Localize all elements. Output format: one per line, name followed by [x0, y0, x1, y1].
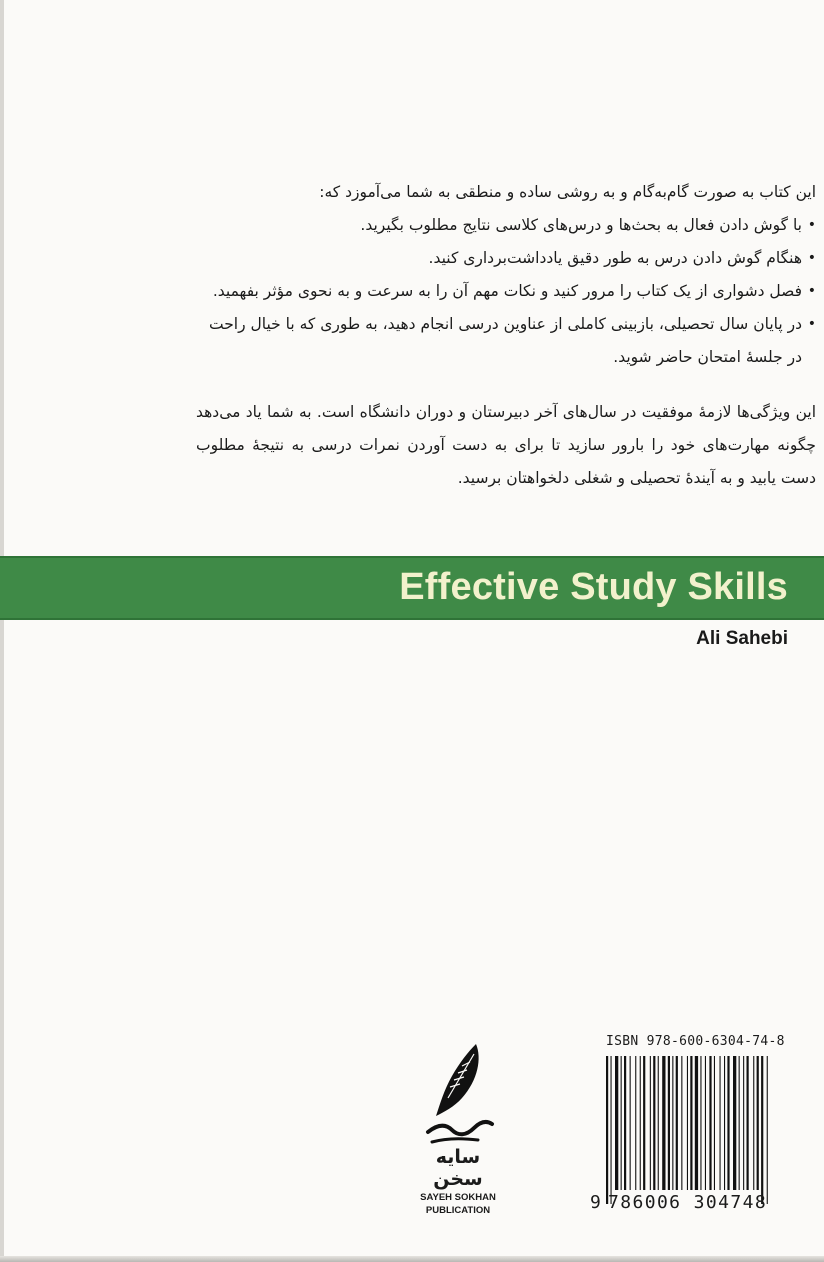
bullet-icon: •: [807, 316, 816, 332]
barcode-bar: [611, 1056, 612, 1204]
barcode-bar: [767, 1056, 768, 1204]
barcode-bar: [709, 1056, 711, 1190]
barcode-bar: [676, 1056, 678, 1190]
barcode-bar: [700, 1056, 701, 1190]
blurb-bullet-item: [196, 308, 816, 374]
barcode-bar: [668, 1056, 670, 1190]
author-name: Ali Sahebi: [696, 628, 788, 649]
bullet-icon: •: [807, 217, 816, 233]
barcode-bar: [615, 1056, 618, 1190]
publisher-name-persian: سایه سخن: [433, 1146, 483, 1190]
barcode-bar: [727, 1056, 729, 1190]
barcode-bar: [695, 1056, 698, 1190]
barcode-first-digit: 9: [590, 1192, 603, 1213]
bullet-text: با گوش دادن فعال به بحث‌ها و درس‌های کلاسی نتایج مطلوب بگیرید.: [360, 216, 802, 234]
barcode-bar: [690, 1056, 692, 1190]
barcode-bar: [687, 1056, 688, 1190]
barcode-bar: [621, 1056, 622, 1190]
page-bottom-edge: [0, 1256, 824, 1262]
isbn-barcode: [590, 1030, 808, 1220]
page-left-edge: [0, 0, 4, 1262]
blurb-bullet-list: [196, 209, 816, 374]
publisher-name-english-line1: SAYEH SOKHAN: [420, 1192, 496, 1203]
quill-feather-icon: [418, 1040, 498, 1150]
blurb-intro: این کتاب به صورت گام‌به‌گام و به روشی ساده و منطقی به شما می‌آموزد که:: [319, 183, 816, 201]
barcode-bar: [672, 1056, 673, 1190]
barcode-bar: [624, 1056, 626, 1190]
barcode-bar: [733, 1056, 736, 1190]
barcode-bar: [640, 1056, 641, 1190]
bullet-text: هنگام گوش دادن درس به طور دقیق یادداشت‌برداری کنید.: [428, 249, 802, 267]
barcode-bar: [747, 1056, 749, 1190]
bullet-text: در پایان سال تحصیلی، بازبینی کاملی از عناوین درسی انجام دهید، به طوری که با خیال راحت در جلسهٔ امتحان حاضر شوید.: [208, 315, 802, 366]
barcode-bar: [643, 1056, 645, 1190]
barcode-bar: [653, 1056, 655, 1190]
bullet-text: فصل دشواری از یک کتاب را مرور کنید و نکات مهم آن را به سرعت و به نحوی مؤثر بفهمید.: [212, 282, 802, 300]
barcode-bar: [739, 1056, 740, 1190]
barcode-bar: [650, 1056, 651, 1190]
barcode-bar: [743, 1056, 744, 1190]
back-cover-blurb: [196, 176, 816, 495]
bullet-icon: •: [807, 283, 816, 299]
isbn-number: ISBN 978-600-6304-74-8: [606, 1034, 785, 1049]
barcode-bar: [753, 1056, 754, 1190]
blurb-bullet-item: [196, 242, 816, 275]
barcode-bar: [681, 1056, 682, 1190]
barcode-bar: [635, 1056, 636, 1190]
title-band: [0, 556, 824, 620]
barcode-bar: [705, 1056, 706, 1190]
blurb-closing-paragraph: این ویژگی‌ها لازمهٔ موفقیت در سال‌های آخر دبیرستان و دوران دانشگاه است. به شما یاد می‌دهد چگونه مهارت‌های خود را بارور سازید تا برای به دست آوردن نمرات درسی به نتیجهٔ مطلوب دست یابید و به آیندهٔ تحصیلی و شغلی دلخواهتان برسید.: [196, 403, 816, 487]
barcode-bar: [714, 1056, 715, 1190]
book-title: Effective Study Skills: [399, 566, 788, 608]
bullet-icon: •: [807, 250, 816, 266]
barcode-bar: [724, 1056, 725, 1190]
barcode-remaining-digits: 786006 304748: [608, 1192, 768, 1213]
barcode-bars: [602, 1056, 808, 1206]
barcode-bar: [761, 1056, 763, 1204]
barcode-bar: [606, 1056, 608, 1204]
publisher-name-english-line2: PUBLICATION: [425, 1205, 491, 1216]
blurb-bullet-item: [196, 209, 816, 242]
publisher-logo: [412, 1040, 504, 1216]
barcode-bar: [757, 1056, 759, 1190]
barcode-bar: [720, 1056, 721, 1190]
barcode-bar: [630, 1056, 631, 1190]
blurb-bullet-item: [196, 275, 816, 308]
barcode-bar: [662, 1056, 665, 1190]
barcode-bar: [658, 1056, 659, 1190]
